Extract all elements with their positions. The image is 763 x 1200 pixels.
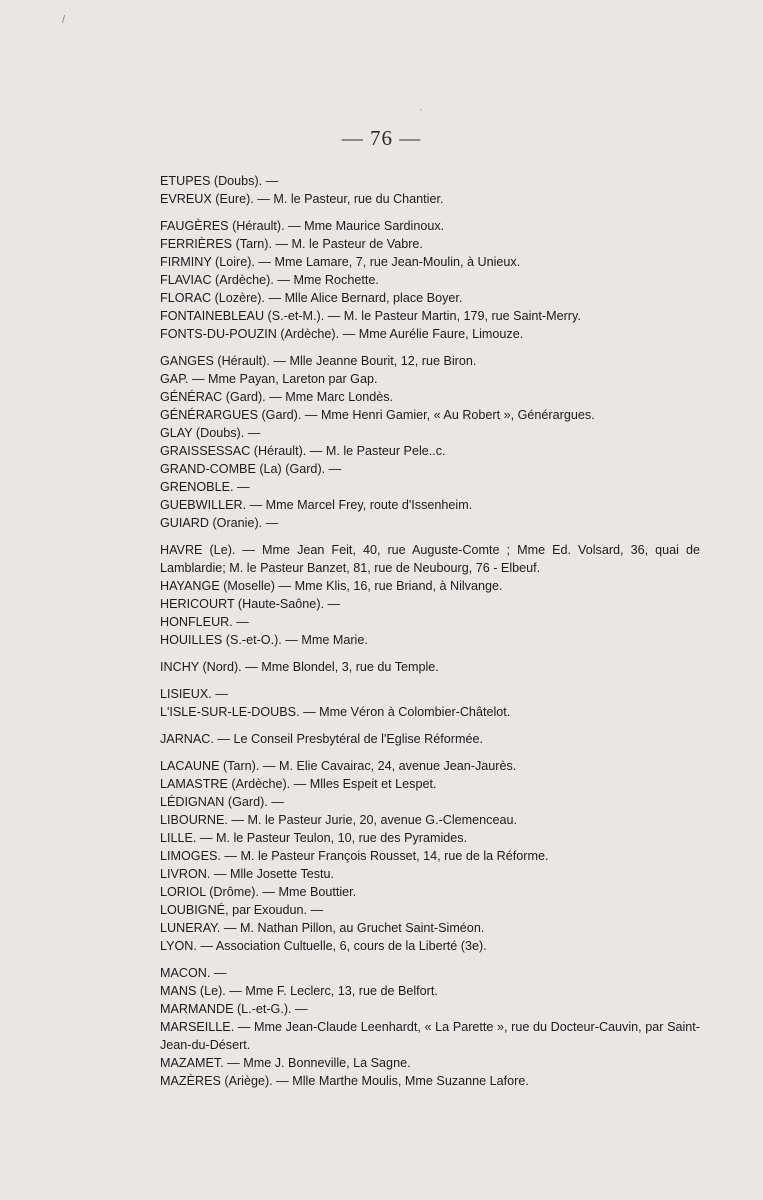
list-item: GAP. — Mme Payan, Lareton par Gap. bbox=[160, 372, 378, 386]
list-item: FONTS-DU-POUZIN (Ardèche). — Mme Aurélie Faure, Limouze. bbox=[160, 327, 524, 341]
list-item: HAYANGE (Moselle) — Mme Klis, 16, rue Briand, à Nilvange. bbox=[160, 579, 503, 593]
list-item: JARNAC. — Le Conseil Presbytéral de l'Eglise Réformée. bbox=[160, 732, 483, 746]
list-item: LÉDIGNAN (Gard). — bbox=[160, 795, 284, 809]
group-l bbox=[160, 757, 700, 955]
list-item: HERICOURT (Haute-Saône). — bbox=[160, 597, 341, 611]
group-m bbox=[160, 964, 700, 1090]
list-item: FLORAC (Lozère). — Mlle Alice Bernard, place Boyer. bbox=[160, 291, 463, 305]
list-item: FONTAINEBLEAU (S.-et-M.). — M. le Pasteur Martin, 179, rue Saint-Merry. bbox=[160, 309, 581, 323]
list-item: LAMASTRE (Ardèche). — Mlles Espeit et Lespet. bbox=[160, 777, 437, 791]
list-item: GÉNÉRAC (Gard). — Mme Marc Londès. bbox=[160, 390, 394, 404]
directory-list bbox=[160, 172, 700, 1090]
list-item: MAZAMET. — Mme J. Bonneville, La Sagne. bbox=[160, 1056, 411, 1070]
list-item: MAZÈRES (Ariège). — Mlle Marthe Moulis, Mme Suzanne Lafore. bbox=[160, 1074, 529, 1088]
list-item: GÉNÉRARGUES (Gard). — Mme Henri Gamier, « Au Robert », Générargues. bbox=[160, 408, 595, 422]
list-item: L'ISLE-SUR-LE-DOUBS. — Mme Véron à Colombier-Châtelot. bbox=[160, 705, 511, 719]
list-item: LIVRON. — Mlle Josette Testu. bbox=[160, 867, 335, 881]
list-item: LORIOL (Drôme). — Mme Bouttier. bbox=[160, 885, 357, 899]
list-item: GRAISSESSAC (Hérault). — M. le Pasteur Pele..c. bbox=[160, 444, 446, 458]
list-item: LACAUNE (Tarn). — M. Elie Cavairac, 24, avenue Jean-Jaurès. bbox=[160, 759, 517, 773]
list-item: LUNERAY. — M. Nathan Pillon, au Gruchet Saint-Siméon. bbox=[160, 921, 485, 935]
list-item: INCHY (Nord). — Mme Blondel, 3, rue du Temple. bbox=[160, 660, 439, 674]
list-item: HOUILLES (S.-et-O.). — Mme Marie. bbox=[160, 633, 368, 647]
group-h bbox=[160, 541, 700, 649]
list-item: ETUPES (Doubs). — bbox=[160, 174, 279, 188]
group-i bbox=[160, 658, 700, 676]
group-j bbox=[160, 730, 700, 748]
group-g bbox=[160, 352, 700, 532]
corner-pencil-mark: / bbox=[62, 14, 66, 26]
list-item: MANS (Le). — Mme F. Leclerc, 13, rue de Belfort. bbox=[160, 984, 438, 998]
list-item: FAUGÈRES (Hérault). — Mme Maurice Sardinoux. bbox=[160, 219, 445, 233]
list-item: GRAND-COMBE (La) (Gard). — bbox=[160, 462, 342, 476]
dot-mark: · bbox=[419, 104, 423, 116]
list-item: MARMANDE (L.-et-G.). — bbox=[160, 1002, 308, 1016]
list-item: LYON. — Association Cultuelle, 6, cours de la Liberté (3e). bbox=[160, 939, 487, 953]
list-item: GUEBWILLER. — Mme Marcel Frey, route d'Issenheim. bbox=[160, 498, 473, 512]
group-e bbox=[160, 172, 700, 208]
list-item: GRENOBLE. — bbox=[160, 480, 250, 494]
list-item: GANGES (Hérault). — Mlle Jeanne Bourit, 12, rue Biron. bbox=[160, 354, 477, 368]
group-l-first bbox=[160, 685, 700, 721]
list-item: EVREUX (Eure). — M. le Pasteur, rue du Chantier. bbox=[160, 192, 444, 206]
list-item: GUIARD (Oranie). — bbox=[160, 516, 279, 530]
list-item: FIRMINY (Loire). — Mme Lamare, 7, rue Jean-Moulin, à Unieux. bbox=[160, 255, 521, 269]
group-f bbox=[160, 217, 700, 343]
list-item: LISIEUX. — bbox=[160, 687, 228, 701]
list-item: MACON. — bbox=[160, 966, 227, 980]
list-item: FLAVIAC (Ardèche). — Mme Rochette. bbox=[160, 273, 379, 287]
list-item: FERRIÈRES (Tarn). — M. le Pasteur de Vabre. bbox=[160, 237, 423, 251]
page-number: — 76 — bbox=[341, 126, 422, 150]
list-item: HAVRE (Le). — Mme Jean Feit, 40, rue Auguste-Comte ; Mme Ed. Volsard, 36, quai de Lamblardie; M. le Pasteur Banzet, 81, rue de Neubourg, 76 - Elbeuf. bbox=[160, 543, 700, 575]
list-item: LIBOURNE. — M. le Pasteur Jurie, 20, avenue G.-Clemenceau. bbox=[160, 813, 517, 827]
list-item: HONFLEUR. — bbox=[160, 615, 249, 629]
list-item: GLAY (Doubs). — bbox=[160, 426, 261, 440]
list-item: LILLE. — M. le Pasteur Teulon, 10, rue des Pyramides. bbox=[160, 831, 468, 845]
list-item: LIMOGES. — M. le Pasteur François Rousset, 14, rue de la Réforme. bbox=[160, 849, 549, 863]
list-item: LOUBIGNÉ, par Exoudun. — bbox=[160, 903, 324, 917]
list-item: MARSEILLE. — Mme Jean-Claude Leenhardt, « La Parette », rue du Docteur-Cauvin, par Saint-Jean-du-Désert. bbox=[160, 1020, 700, 1052]
